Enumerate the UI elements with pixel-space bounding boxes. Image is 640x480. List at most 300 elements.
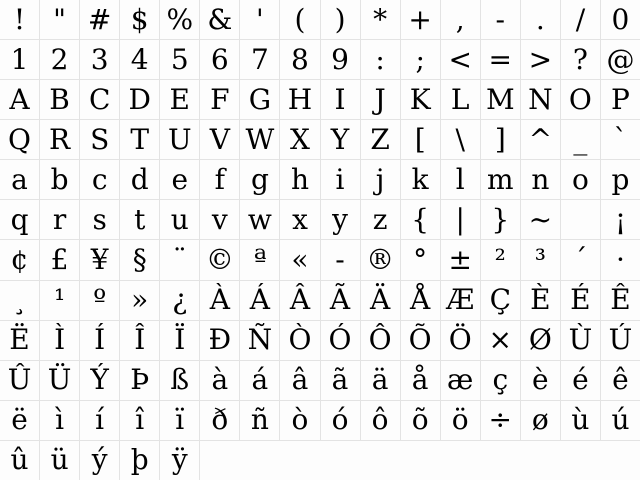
glyph-cell[interactable] (80, 240, 119, 279)
glyph-cell[interactable] (240, 401, 279, 440)
glyph: F (210, 82, 230, 116)
glyph: N (528, 82, 553, 116)
glyph-cell[interactable] (200, 401, 239, 440)
glyph: ´ (573, 243, 588, 277)
glyph-cell[interactable] (200, 200, 239, 239)
glyph-cell[interactable] (361, 401, 400, 440)
glyph-cell[interactable] (521, 40, 560, 79)
glyph: ø (531, 403, 549, 437)
glyph-cell[interactable] (601, 0, 640, 39)
glyph-cell[interactable] (200, 0, 239, 39)
glyph: ® (366, 243, 395, 277)
glyph-cell[interactable] (40, 0, 79, 39)
glyph-cell[interactable] (0, 281, 39, 320)
glyph: d (130, 162, 149, 196)
glyph-cell[interactable] (200, 120, 239, 159)
glyph: E (169, 82, 190, 116)
glyph-cell[interactable] (561, 120, 600, 159)
glyph: ð (211, 403, 229, 437)
glyph-cell[interactable] (240, 160, 279, 199)
glyph-cell[interactable] (401, 160, 440, 199)
glyph: p (611, 162, 630, 196)
glyph: ö (451, 403, 469, 437)
glyph: « (291, 243, 309, 277)
glyph-cell[interactable] (80, 441, 119, 480)
glyph-cell[interactable] (321, 281, 360, 320)
glyph-cell[interactable] (361, 281, 400, 320)
glyph: ( (294, 2, 306, 36)
glyph-cell[interactable] (481, 281, 520, 320)
glyph-cell[interactable] (441, 40, 480, 79)
glyph: ) (334, 2, 346, 36)
glyph-cell[interactable] (280, 0, 319, 39)
glyph-cell[interactable] (561, 160, 600, 199)
glyph: ù (571, 403, 590, 437)
glyph-cell[interactable] (321, 40, 360, 79)
glyph: Å (410, 283, 431, 317)
glyph: { (411, 202, 430, 236)
glyph-cell[interactable] (160, 120, 199, 159)
glyph: 3 (90, 42, 109, 76)
glyph-cell[interactable] (401, 361, 440, 400)
glyph-cell[interactable] (120, 80, 159, 119)
glyph-cell[interactable] (0, 401, 39, 440)
glyph: Á (249, 283, 271, 317)
glyph-cell[interactable] (160, 40, 199, 79)
glyph-cell[interactable] (200, 321, 239, 360)
glyph-cell[interactable] (80, 80, 119, 119)
glyph-cell[interactable] (561, 80, 600, 119)
glyph-cell[interactable] (441, 200, 480, 239)
glyph: ; (415, 42, 425, 76)
glyph: ¢ (10, 243, 29, 277)
glyph-cell[interactable] (240, 361, 279, 400)
glyph-cell[interactable] (441, 240, 480, 279)
glyph-cell[interactable] (521, 240, 560, 279)
glyph-cell[interactable] (401, 321, 440, 360)
glyph: È (530, 283, 551, 317)
glyph-cell[interactable] (441, 80, 480, 119)
glyph-cell[interactable] (481, 120, 520, 159)
glyph-cell[interactable] (0, 120, 39, 159)
glyph-cell[interactable] (40, 160, 79, 199)
glyph-cell[interactable] (160, 160, 199, 199)
glyph-cell[interactable] (160, 80, 199, 119)
glyph: \ (455, 122, 465, 156)
glyph-cell[interactable] (321, 321, 360, 360)
glyph: | (455, 202, 465, 236)
glyph-cell[interactable] (160, 281, 199, 320)
glyph-cell[interactable] (160, 401, 199, 440)
glyph-cell[interactable] (200, 240, 239, 279)
glyph-cell[interactable] (0, 0, 39, 39)
glyph-cell[interactable] (481, 401, 520, 440)
glyph: Þ (130, 363, 150, 397)
glyph-cell[interactable] (561, 40, 600, 79)
glyph: y (332, 202, 348, 236)
glyph: Ù (568, 323, 593, 357)
glyph-cell[interactable] (280, 321, 319, 360)
glyph-cell[interactable] (401, 120, 440, 159)
glyph-cell[interactable] (401, 40, 440, 79)
glyph: g (250, 162, 269, 196)
glyph-cell[interactable] (401, 200, 440, 239)
glyph-cell[interactable] (401, 80, 440, 119)
glyph: Û (7, 363, 32, 397)
glyph: Q (8, 122, 32, 156)
glyph-cell[interactable] (160, 441, 199, 480)
glyph-cell[interactable] (120, 281, 159, 320)
glyph-cell[interactable] (361, 0, 400, 39)
glyph-cell[interactable] (361, 361, 400, 400)
glyph: å (411, 363, 429, 397)
glyph-cell[interactable] (120, 401, 159, 440)
glyph-cell[interactable] (321, 361, 360, 400)
glyph: ~ (528, 202, 553, 236)
glyph-cell[interactable] (521, 321, 560, 360)
glyph: ç (492, 363, 509, 397)
glyph: + (408, 2, 432, 36)
glyph-cell[interactable] (240, 281, 279, 320)
glyph: í (95, 403, 105, 437)
glyph-cell[interactable] (441, 160, 480, 199)
glyph: þ (130, 443, 149, 477)
glyph: } (491, 202, 510, 236)
glyph: v (211, 202, 228, 236)
glyph: u (170, 202, 189, 236)
glyph-cell[interactable] (40, 240, 79, 279)
glyph: r (52, 202, 67, 236)
glyph-cell[interactable] (601, 281, 640, 320)
glyph: Ý (90, 363, 109, 397)
glyph-cell[interactable] (601, 200, 640, 239)
glyph: j (375, 162, 385, 196)
glyph: × (488, 323, 513, 357)
glyph: Ç (489, 283, 511, 317)
glyph-cell[interactable] (601, 120, 640, 159)
glyph-cell[interactable] (481, 321, 520, 360)
glyph-cell[interactable] (200, 40, 239, 79)
glyph: A (9, 82, 30, 116)
glyph-cell[interactable] (40, 401, 79, 440)
glyph-cell[interactable] (481, 40, 520, 79)
glyph: H (287, 82, 313, 116)
glyph: o (571, 162, 589, 196)
glyph-cell[interactable] (160, 361, 199, 400)
glyph-cell[interactable] (280, 361, 319, 400)
glyph-cell[interactable] (0, 441, 39, 480)
glyph: # (87, 2, 112, 36)
glyph: ² (494, 243, 506, 277)
glyph-cell[interactable] (240, 80, 279, 119)
glyph-cell[interactable] (160, 0, 199, 39)
glyph-cell[interactable] (240, 0, 279, 39)
glyph-cell[interactable] (240, 40, 279, 79)
glyph-cell[interactable] (321, 240, 360, 279)
glyph: ë (11, 403, 28, 437)
glyph: Ö (448, 323, 472, 357)
glyph: > (528, 42, 553, 76)
glyph-cell[interactable] (601, 160, 640, 199)
glyph-cell[interactable] (481, 0, 520, 39)
glyph-cell[interactable] (521, 361, 560, 400)
glyph-cell[interactable] (361, 200, 400, 239)
glyph-cell[interactable] (40, 200, 79, 239)
glyph: ¥ (90, 243, 109, 277)
glyph-cell[interactable] (280, 281, 319, 320)
glyph: K (409, 82, 431, 116)
glyph: Ð (208, 323, 232, 357)
glyph: º (93, 283, 107, 317)
glyph-cell[interactable] (521, 281, 560, 320)
glyph-cell[interactable] (361, 80, 400, 119)
glyph-cell[interactable] (240, 240, 279, 279)
glyph: i (335, 162, 345, 196)
glyph: X (290, 122, 310, 156)
glyph-cell[interactable] (80, 361, 119, 400)
glyph-cell[interactable] (561, 240, 600, 279)
glyph: Ó (328, 323, 352, 357)
glyph: c (91, 162, 108, 196)
glyph: ó (331, 403, 349, 437)
glyph: q (10, 202, 29, 236)
glyph-cell[interactable] (280, 200, 319, 239)
glyph: Ò (288, 323, 312, 357)
glyph-cell[interactable] (521, 80, 560, 119)
glyph-cell[interactable] (0, 321, 39, 360)
glyph: Ë (9, 323, 30, 357)
glyph-cell[interactable] (120, 441, 159, 480)
glyph-cell[interactable] (120, 40, 159, 79)
glyph: w (247, 202, 272, 236)
glyph: G (248, 82, 272, 116)
glyph: » (131, 283, 149, 317)
glyph-cell[interactable] (240, 200, 279, 239)
glyph-cell[interactable] (40, 40, 79, 79)
glyph: ü (50, 443, 69, 477)
glyph: T (130, 122, 150, 156)
glyph-cell[interactable] (0, 160, 39, 199)
glyph: Æ (446, 283, 475, 317)
glyph-cell[interactable] (40, 281, 79, 320)
glyph: 0 (611, 2, 630, 36)
glyph: ª (253, 243, 267, 277)
glyph: 1 (10, 42, 29, 76)
glyph-cell[interactable] (441, 281, 480, 320)
glyph: 2 (50, 42, 69, 76)
glyph: 7 (250, 42, 269, 76)
glyph: M (485, 82, 515, 116)
glyph: 5 (170, 42, 189, 76)
empty-area (200, 441, 640, 480)
glyph-cell[interactable] (441, 321, 480, 360)
glyph-cell[interactable] (521, 401, 560, 440)
glyph: è (532, 363, 549, 397)
glyph: k (411, 162, 429, 196)
glyph-cell[interactable] (80, 281, 119, 320)
glyph-cell[interactable] (361, 321, 400, 360)
glyph: Z (370, 122, 390, 156)
glyph-cell[interactable] (361, 160, 400, 199)
glyph-cell[interactable] (0, 200, 39, 239)
glyph-cell[interactable] (0, 80, 39, 119)
glyph: ¿ (172, 283, 188, 317)
glyph-cell[interactable] (240, 120, 279, 159)
glyph-cell[interactable] (521, 160, 560, 199)
glyph-cell[interactable] (80, 321, 119, 360)
glyph-cell[interactable] (601, 240, 640, 279)
glyph-cell[interactable] (441, 361, 480, 400)
glyph: f (214, 162, 226, 196)
glyph: ß (170, 363, 190, 397)
glyph-cell[interactable] (40, 120, 79, 159)
glyph: ê (612, 363, 629, 397)
glyph: l (455, 162, 465, 196)
glyph-cell[interactable] (280, 240, 319, 279)
glyph: n (531, 162, 550, 196)
glyph-cell[interactable] (321, 401, 360, 440)
glyph: ú (611, 403, 630, 437)
glyph: ä (371, 363, 389, 397)
glyph-cell[interactable] (601, 80, 640, 119)
glyph: J (374, 82, 386, 116)
glyph: - (495, 2, 506, 36)
glyph-cell[interactable] (561, 0, 600, 39)
glyph-cell[interactable] (321, 120, 360, 159)
glyph: < (448, 42, 472, 76)
glyph-cell[interactable] (321, 200, 360, 239)
glyph-cell[interactable] (481, 361, 520, 400)
glyph: t (134, 202, 146, 236)
glyph: ã (331, 363, 349, 397)
glyph-cell[interactable] (561, 361, 600, 400)
glyph-cell[interactable] (441, 0, 480, 39)
glyph-cell[interactable] (160, 200, 199, 239)
glyph-cell[interactable] (200, 160, 239, 199)
glyph-cell[interactable] (561, 200, 600, 239)
glyph: : (375, 42, 385, 76)
glyph: Î (134, 323, 146, 357)
glyph-cell[interactable] (521, 0, 560, 39)
glyph: § (132, 243, 147, 277)
glyph-cell[interactable] (80, 0, 119, 39)
glyph-cell[interactable] (401, 401, 440, 440)
glyph-cell[interactable] (80, 160, 119, 199)
glyph-cell[interactable] (601, 40, 640, 79)
glyph-cell[interactable] (40, 80, 79, 119)
glyph-cell[interactable] (561, 401, 600, 440)
glyph-cell[interactable] (0, 240, 39, 279)
glyph: W (245, 122, 275, 156)
glyph-cell[interactable] (0, 40, 39, 79)
glyph-cell[interactable] (321, 80, 360, 119)
glyph-cell[interactable] (120, 160, 159, 199)
glyph: B (49, 82, 70, 116)
glyph: " (53, 2, 67, 36)
glyph-cell[interactable] (561, 321, 600, 360)
glyph-cell[interactable] (40, 361, 79, 400)
glyph-cell[interactable] (601, 401, 640, 440)
glyph-cell[interactable] (40, 441, 79, 480)
glyph-cell[interactable] (120, 361, 159, 400)
glyph-cell[interactable] (481, 240, 520, 279)
glyph-cell[interactable] (401, 240, 440, 279)
glyph-cell[interactable] (441, 120, 480, 159)
glyph: e (171, 162, 189, 196)
glyph-cell[interactable] (40, 321, 79, 360)
glyph-cell[interactable] (80, 200, 119, 239)
glyph-cell[interactable] (160, 321, 199, 360)
glyph: O (568, 82, 592, 116)
glyph-cell[interactable] (280, 40, 319, 79)
glyph-cell[interactable] (280, 120, 319, 159)
glyph-cell[interactable] (80, 120, 119, 159)
glyph: ¹ (53, 283, 66, 317)
glyph-cell[interactable] (160, 240, 199, 279)
glyph: Y (330, 122, 350, 156)
glyph-cell[interactable] (200, 361, 239, 400)
glyph-cell[interactable] (120, 240, 159, 279)
glyph: V (209, 122, 230, 156)
glyph: % (166, 2, 194, 36)
glyph-cell[interactable] (200, 80, 239, 119)
glyph-cell[interactable] (441, 401, 480, 440)
glyph-cell[interactable] (321, 0, 360, 39)
glyph: É (570, 283, 591, 317)
glyph: ¸ (12, 283, 27, 317)
glyph: ? (572, 42, 588, 76)
glyph-cell[interactable] (361, 240, 400, 279)
glyph-cell[interactable] (80, 40, 119, 79)
glyph-cell[interactable] (280, 160, 319, 199)
glyph-cell[interactable] (361, 40, 400, 79)
glyph-cell[interactable] (401, 281, 440, 320)
glyph-cell[interactable] (120, 200, 159, 239)
glyph-cell[interactable] (481, 80, 520, 119)
glyph-cell[interactable] (601, 361, 640, 400)
glyph-cell[interactable] (521, 200, 560, 239)
glyph-cell[interactable] (80, 401, 119, 440)
glyph: L (450, 82, 470, 116)
glyph-cell[interactable] (481, 200, 520, 239)
glyph: £ (50, 243, 69, 277)
glyph-cell[interactable] (0, 361, 39, 400)
glyph: @ (606, 42, 635, 76)
glyph: x (292, 202, 308, 236)
glyph: 6 (210, 42, 229, 76)
glyph-cell[interactable] (120, 321, 159, 360)
glyph-cell[interactable] (321, 160, 360, 199)
glyph: á (251, 363, 269, 397)
glyph: - (335, 243, 345, 277)
glyph-cell[interactable] (601, 321, 640, 360)
glyph-cell[interactable] (280, 401, 319, 440)
glyph-cell[interactable] (120, 120, 159, 159)
glyph-cell[interactable] (200, 281, 239, 320)
glyph: ± (448, 243, 472, 277)
glyph-cell[interactable] (401, 0, 440, 39)
glyph-cell[interactable] (521, 120, 560, 159)
glyph: Ã (329, 283, 351, 317)
glyph: [ (414, 122, 426, 156)
glyph-cell[interactable] (240, 321, 279, 360)
glyph-cell[interactable] (481, 160, 520, 199)
glyph-cell[interactable] (120, 0, 159, 39)
glyph: ÷ (488, 403, 513, 437)
glyph-cell[interactable] (280, 80, 319, 119)
glyph-cell[interactable] (561, 281, 600, 320)
glyph-cell[interactable] (361, 120, 400, 159)
